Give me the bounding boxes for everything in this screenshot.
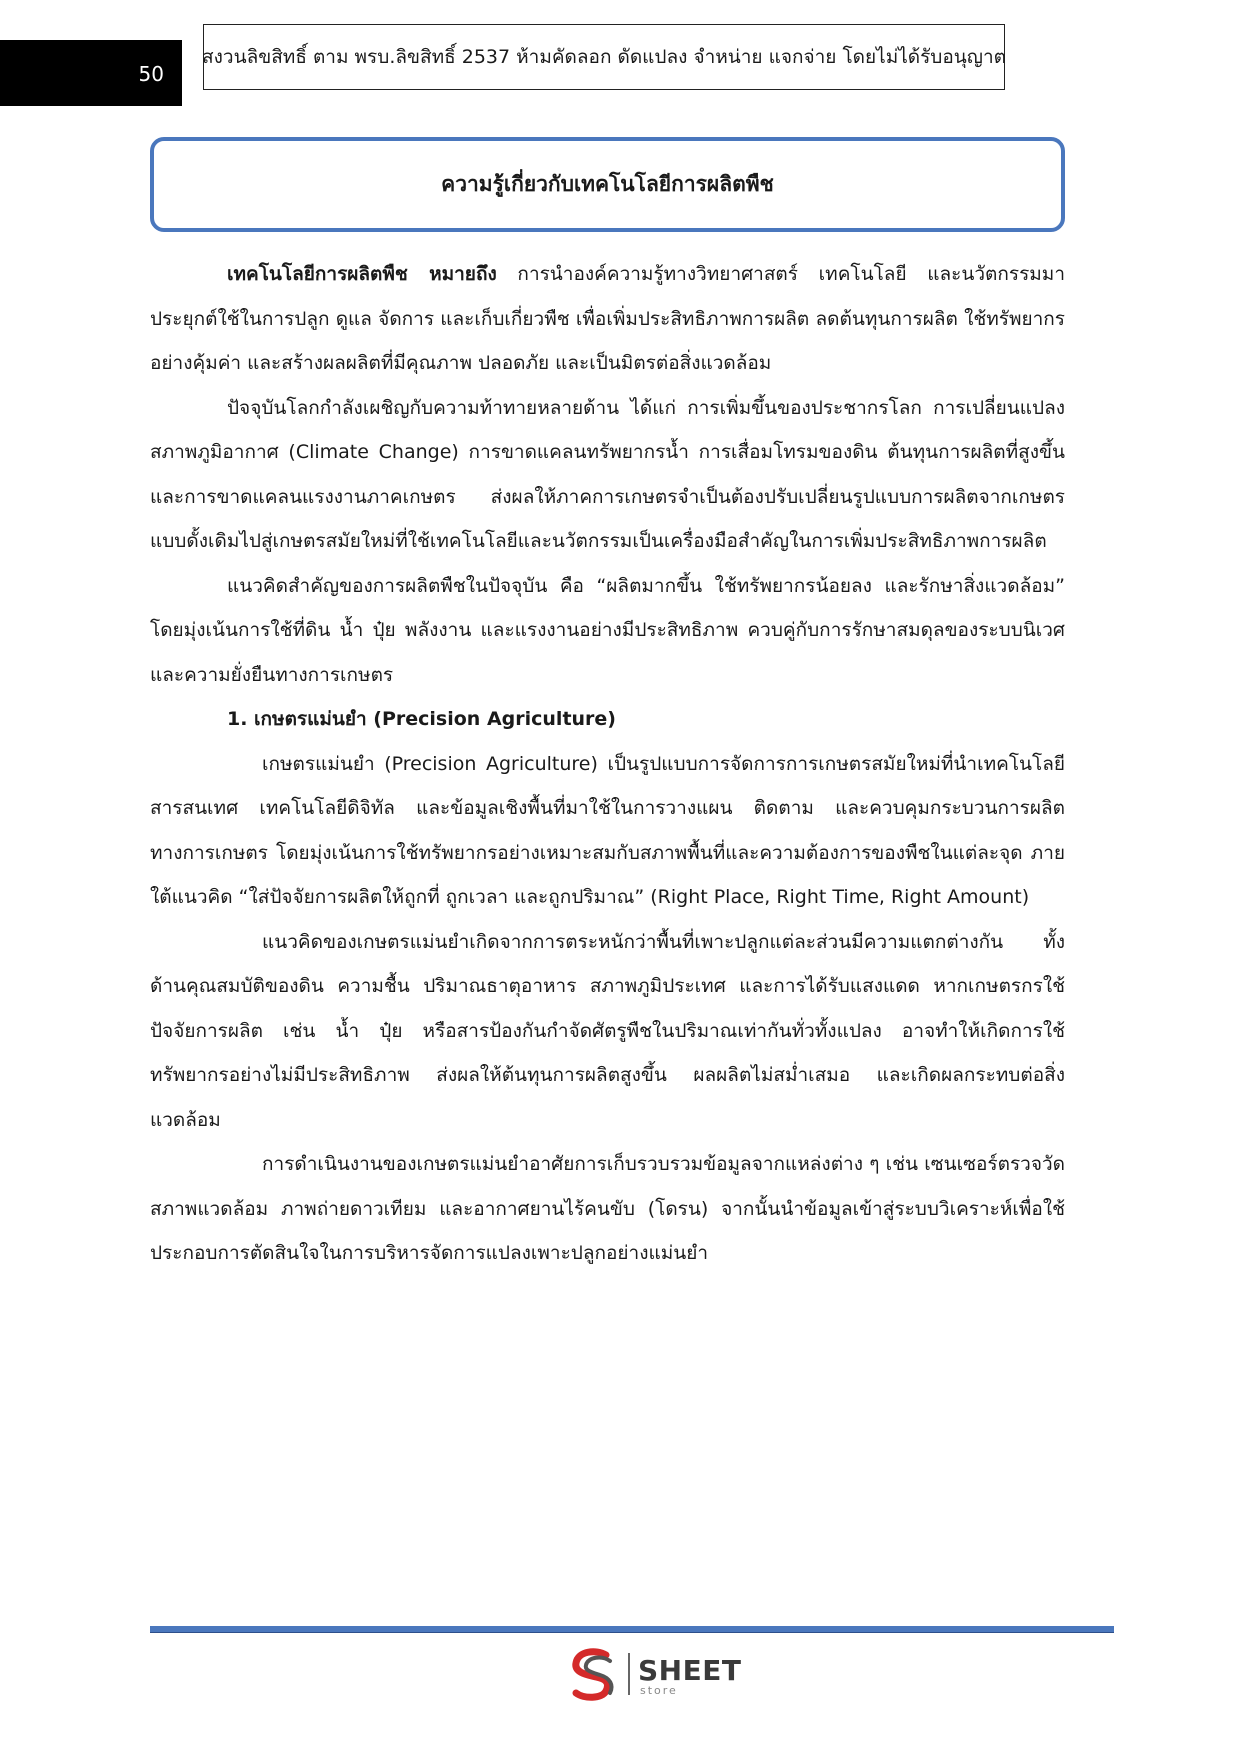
paragraph-precision-operation: การดำเนินงานของเกษตรแม่นยำอาศัยการเก็บรวบรวมข้อมูลจากแหล่งต่าง ๆ เช่น เซนเซอร์ตรวจวัดสภาพแวดล้อม ภาพถ่ายดาวเทียม และอากาศยานไร้คนขับ (โดรน) จากนั้นนำข้อมูลเข้าสู่ระบบวิเคราะห์เพื่อใช้ประกอบการตัดสินใจในการบริหารจัดการแปลงเพาะปลูกอย่างแม่นยำ xyxy=(150,1153,1065,1264)
page-title: ความรู้เกี่ยวกับเทคโนโลยีการผลิตพืช xyxy=(441,172,774,196)
logo-subtext: store xyxy=(640,1684,678,1697)
logo-separator xyxy=(628,1653,630,1695)
copyright-text: สงวนลิขสิทธิ์ ตาม พรบ.ลิขสิทธิ์ 2537 ห้ามคัดลอก ดัดแปลง จำหน่าย แจกจ่าย โดยไม่ได้รับอนุญาต xyxy=(202,46,1006,68)
footer-divider xyxy=(150,1626,1114,1633)
sheet-logo-icon xyxy=(566,1647,622,1703)
paragraph-precision-definition: เกษตรแม่นยำ (Precision Agriculture) เป็นรูปแบบการจัดการการเกษตรสมัยใหม่ที่นำเทคโนโลยีสารสนเทศ เทคโนโลยีดิจิทัล และข้อมูลเชิงพื้นที่มาใช้ในการวางแผน ติดตาม และควบคุมกระบวนการผลิตทางการเกษตร โดยมุ่งเน้นการใช้ทรัพยากรอย่างเหมาะสมกับสภาพพื้นที่และความต้องการของพืชในแต่ละจุด ภายใต้แนวคิด “ใส่ปัจจัยการผลิตให้ถูกที่ ถูกเวลา และถูกปริมาณ” (Right Place, Right Time, Right Amount) xyxy=(150,752,1065,908)
paragraph-precision-rationale: แนวคิดของเกษตรแม่นยำเกิดจากการตระหนักว่าพื้นที่เพาะปลูกแต่ละส่วนมีความแตกต่างกัน ทั้งด้านคุณสมบัติของดิน ความชื้น ปริมาณธาตุอาหาร สภาพภูมิประเทศ และการได้รับแสงแดด หากเกษตรกรใช้ปัจจัยการผลิต เช่น น้ำ ปุ๋ย หรือสารป้องกันกำจัดศัตรูพืชในปริมาณเท่ากันทั่วทั้งแปลง อาจทำให้เกิดการใช้ทรัพยากรอย่างไม่มีประสิทธิภาพ ส่งผลให้ต้นทุนการผลิตสูงขึ้น ผลผลิตไม่สม่ำเสมอ และเกิดผลกระทบต่อสิ่งแวดล้อม xyxy=(150,930,1065,1131)
logo-wordmark: SHEET xyxy=(638,1654,742,1687)
document-body xyxy=(150,252,1065,1276)
copyright-notice xyxy=(203,24,1005,90)
paragraph-concept: แนวคิดสำคัญของการผลิตพืชในปัจจุบัน คือ “ผลิตมากขึ้น ใช้ทรัพยากรน้อยลง และรักษาสิ่งแวดล้อม” โดยมุ่งเน้นการใช้ที่ดิน น้ำ ปุ๋ย พลังงาน และแรงงานอย่างมีประสิทธิภาพ ควบคู่กับการรักษาสมดุลของระบบนิเวศและความยั่งยืนทางการเกษตร xyxy=(150,574,1065,686)
title-box xyxy=(150,137,1065,232)
definition-term: เทคโนโลยีการผลิตพืช หมายถึง xyxy=(227,263,497,285)
section-heading-precision-agriculture: 1. เกษตรแม่นยำ (Precision Agriculture) xyxy=(227,708,616,730)
paragraph-definition xyxy=(150,252,1065,386)
paragraph-challenges: ปัจจุบันโลกกำลังเผชิญกับความท้าทายหลายด้าน ได้แก่ การเพิ่มขึ้นของประชากรโลก การเปลี่ยนแปลงสภาพภูมิอากาศ (Climate Change) การขาดแคลนทรัพยากรน้ำ การเสื่อมโทรมของดิน ต้นทุนการผลิตที่สูงขึ้น และการขาดแคลนแรงงานภาคเกษตร ส่งผลให้ภาคการเกษตรจำเป็นต้องปรับเปลี่ยนรูปแบบการผลิตจากเกษตรแบบดั้งเดิมไปสู่เกษตรสมัยใหม่ที่ใช้เทคโนโลยีและนวัตกรรมเป็นเครื่องมือสำคัญในการเพิ่มประสิทธิภาพการผลิต xyxy=(150,396,1065,552)
sheet-store-logo xyxy=(566,1647,746,1703)
page-number: 50 xyxy=(138,62,164,86)
page-number-box xyxy=(0,40,182,106)
definition-text: การนำองค์ความรู้ทางวิทยาศาสตร์ เทคโนโลยี และนวัตกรรมมาประยุกต์ใช้ในการปลูก ดูแล จัดการ และเก็บเกี่ยวพืช เพื่อเพิ่มประสิทธิภาพการผลิต ลดต้นทุนการผลิต ใช้ทรัพยากรอย่างคุ้มค่า และสร้างผลผลิตที่มีคุณภาพ ปลอดภัย และเป็นมิตรต่อสิ่งแวดล้อม xyxy=(150,263,1066,374)
